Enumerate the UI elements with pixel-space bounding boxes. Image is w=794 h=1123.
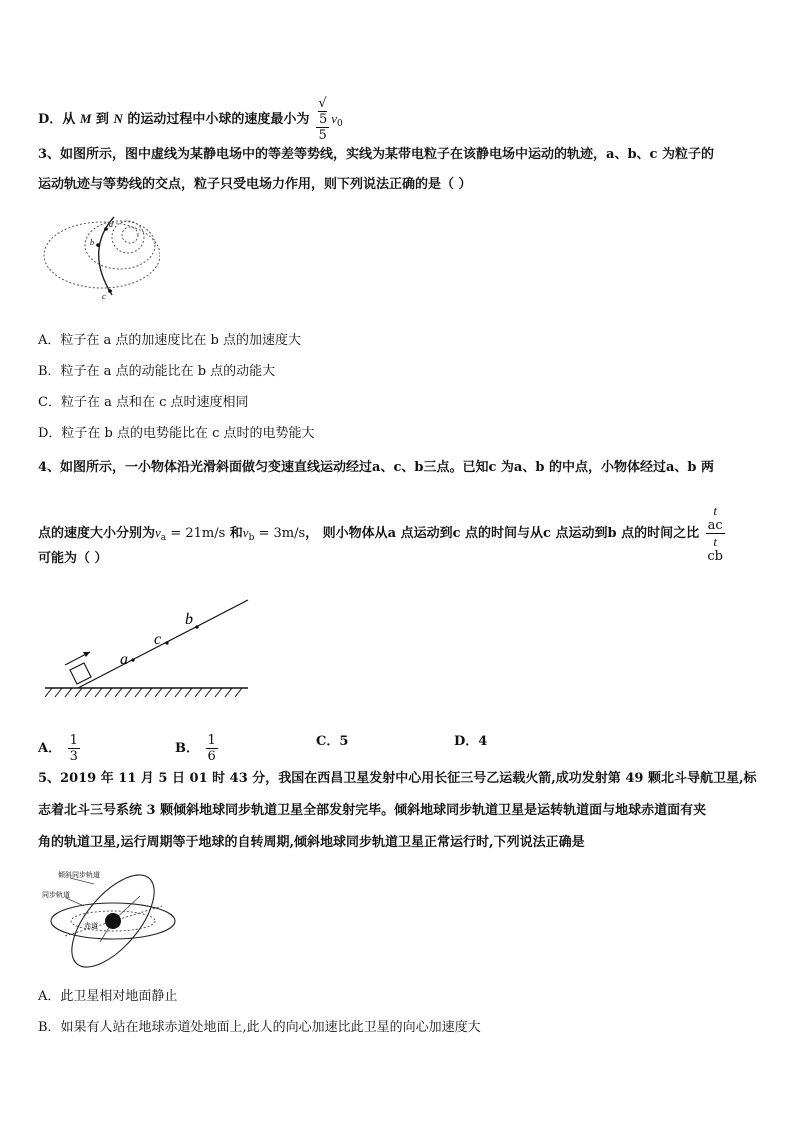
speed-fraction: √ 5 5: [316, 96, 329, 143]
var-v: v: [331, 111, 337, 126]
fraction-denominator: 5: [318, 128, 327, 143]
var-m: M: [79, 111, 92, 126]
q5-orbit-figure: [40, 866, 180, 972]
q5-option-a: A．此卫星相对地面静止: [38, 989, 178, 1004]
fig-label-a: a: [109, 220, 113, 229]
q4-stem-line3: 可能为（ ）: [38, 551, 108, 566]
sqrt-value: 5: [318, 112, 328, 127]
q3-option-b: B．粒子在 a 点的动能比在 b 点的动能大: [38, 364, 276, 379]
q3-figure: [40, 205, 160, 305]
q4-stem-line1: 4、如图所示，一小物体沿光滑斜面做匀变速直线运动经过a、c、b三点。已知c 为a、b 的中点，小物体经过a、b 两: [38, 460, 714, 475]
option-label: B．: [175, 741, 199, 756]
var-sub: ac: [707, 518, 723, 533]
q4-option-a: [38, 733, 82, 764]
option-fraction: [206, 733, 218, 764]
va-value: = 21m/s: [166, 526, 226, 541]
q5-stem-line1: 5、2019 年 11 月 5 日 01 时 43 分，我国在西昌卫星发射中心用长征三号乙运载火箭,成功发射第 49 颗北斗导航卫星,标: [38, 771, 757, 786]
var-t: t: [713, 534, 717, 549]
fig-label-a: a: [120, 651, 128, 668]
q4-option-c: C．5: [316, 734, 349, 749]
text: 和: [225, 526, 243, 541]
var-t: t: [713, 503, 717, 518]
option-fraction: [68, 733, 80, 764]
option-label: A．: [38, 741, 62, 756]
var-vb: v: [242, 525, 249, 540]
text: 的运动过程中小球的速度最小为: [127, 112, 310, 127]
var-sub: 0: [337, 119, 343, 129]
q3-stem-line1: 3、如图所示，图中虚线为某静电场中的等差等势线，实线为某带电粒子在该静电场中运动的轨迹，a、b、c 为粒子的: [38, 147, 715, 162]
fraction-numerator: 1: [207, 733, 216, 748]
q3-stem-line2: 运动轨迹与等势线的交点，粒子只受电场力作用，则下列说法正确的是（ ）: [38, 177, 472, 192]
fig-label-equator: 赤道: [84, 922, 98, 930]
fraction-denominator: 3: [69, 749, 78, 764]
fig-label-c: c: [102, 292, 106, 301]
option-label: D．: [38, 112, 63, 127]
q3-option-c: C．粒子在 a 点和在 c 点时速度相同: [38, 395, 249, 410]
fig-label-sync-orbit: 同步轨道: [42, 891, 70, 899]
fraction-denominator: 6: [207, 749, 216, 764]
q4-option-b: [175, 733, 220, 764]
text: ， 则小物体从a 点运动到c 点的时间与从c 点运动到b 点的时间之比: [305, 526, 700, 541]
fig-label-b: b: [185, 611, 193, 628]
q5-stem-line2: 志着北斗三号系统 3 颗倾斜地球同步轨道卫星全部发射完毕。倾斜地球同步轨道卫星是运转轨道面与地球赤道面有夹: [38, 803, 707, 818]
q4-option-d: D．4: [454, 734, 488, 749]
q2-option-d: [38, 96, 343, 143]
time-ratio-fraction: [706, 503, 725, 564]
vb-value: = 3m/s: [254, 526, 306, 541]
q4-stem-line2: [38, 503, 727, 564]
text: 到: [95, 112, 109, 127]
var-va: v: [155, 525, 161, 540]
var-va-sub: a: [160, 533, 167, 543]
fraction-numerator: 1: [69, 733, 78, 748]
fig-label-inclined-orbit: 倾斜同步轨道: [58, 871, 100, 879]
fig-label-c: c: [154, 631, 162, 648]
var-vb-sub: b: [248, 533, 255, 543]
text: 从: [62, 112, 76, 127]
var-n: N: [113, 111, 123, 126]
q3-option-d: D．粒子在 b 点的电势能比在 c 点时的电势能大: [38, 426, 315, 441]
q5-option-b: B．如果有人站在地球赤道处地面上,此人的向心加速比此卫星的向心加速度大: [38, 1020, 481, 1035]
fig-label-b: b: [90, 238, 94, 247]
text: 点的速度大小分别为: [38, 526, 156, 541]
q4-incline-figure: [40, 590, 260, 705]
q3-option-a: A．粒子在 a 点的加速度比在 b 点的加速度大: [38, 333, 301, 348]
var-sub: cb: [707, 549, 723, 564]
q5-stem-line3: 角的轨道卫星,运行周期等于地球的自转周期,倾斜地球同步轨道卫星正常运行时,下列说法正确是: [38, 835, 585, 850]
